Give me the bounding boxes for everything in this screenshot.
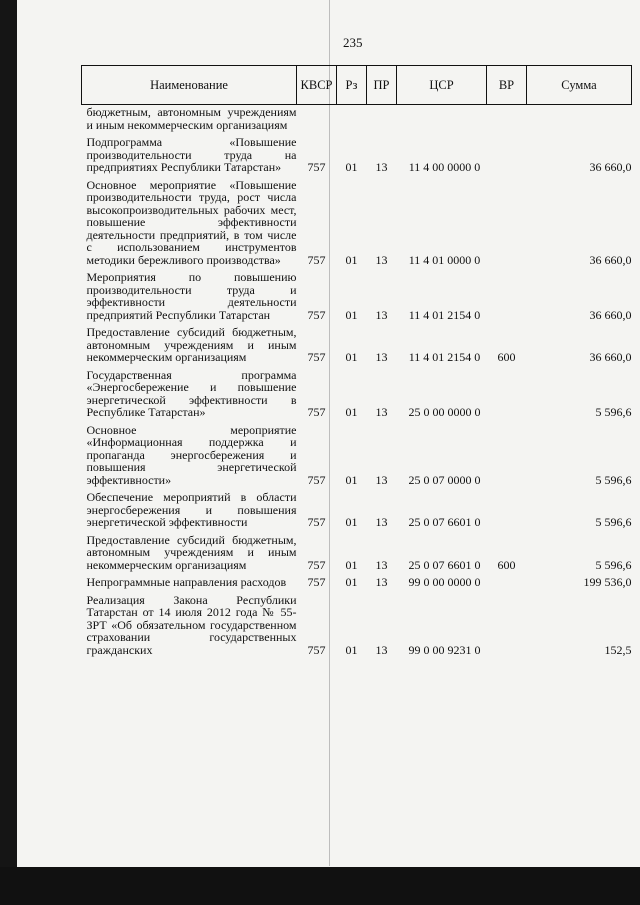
row-rz: 01 <box>345 350 358 364</box>
row-name: Подпрограмма «Повышение производительности труда на предприятиях Республики Татарстан» <box>86 135 297 174</box>
table-row <box>82 575 632 593</box>
row-rz: 01 <box>345 307 358 322</box>
row-vr: 600 <box>497 350 516 364</box>
row-kvsr <box>297 105 337 136</box>
row-vr <box>487 368 527 423</box>
row-vr: 600 <box>497 557 516 572</box>
row-vr <box>487 423 527 491</box>
row-pr: 13 <box>375 350 388 364</box>
row-name: Предоставление субсидий бюджетным, автономным учреждениям и иным некоммерческим организациям <box>86 532 297 572</box>
budget-table <box>81 65 632 660</box>
row-kvsr: 757 <box>307 252 326 267</box>
row-sum: 36 660,0 <box>589 307 632 322</box>
row-sum: 5 596,6 <box>595 472 632 487</box>
row-sum: 5 596,6 <box>595 557 632 572</box>
table-row <box>82 368 632 423</box>
row-name: Непрограммные направления расходов <box>86 575 287 589</box>
table-header-row <box>82 66 632 105</box>
row-sum: 152,5 <box>604 642 632 657</box>
table-row <box>82 533 632 576</box>
header-vr: ВР <box>487 66 527 105</box>
row-pr: 13 <box>375 160 388 174</box>
header-rz: Рз <box>337 66 367 105</box>
row-vr <box>487 490 527 533</box>
row-rz: 01 <box>345 252 358 267</box>
row-rz: 01 <box>345 575 358 589</box>
scan-shadow-left <box>0 0 17 905</box>
row-vr <box>487 135 527 178</box>
row-name: Обеспечение мероприятий в области энергосбережения и повышения энергетической эффективности <box>86 490 297 529</box>
row-pr: 13 <box>375 557 388 572</box>
row-name: Основное мероприятие «Повышение производительности труда, рост числа высокопроизводительных рабочих мест, повышение эффективности деятельности предприятий, в том числе с использованием инструментов методики бережливого производства» <box>86 177 297 267</box>
row-kvsr: 757 <box>307 350 326 364</box>
row-rz: 01 <box>345 160 358 174</box>
row-csr: 25 0 07 6601 0 <box>408 557 481 572</box>
header-csr: ЦСР <box>397 66 487 105</box>
row-csr: 11 4 01 2154 0 <box>408 307 481 322</box>
table-row <box>82 423 632 491</box>
row-pr: 13 <box>375 307 388 322</box>
table-row <box>82 325 632 368</box>
row-name: Государственная программа «Энергосбережение и повышение энергетической эффективности в Республике Татарстан» <box>86 367 297 419</box>
row-kvsr: 757 <box>307 160 326 174</box>
row-pr: 13 <box>375 252 388 267</box>
table-row <box>82 593 632 661</box>
row-rz: 01 <box>345 642 358 657</box>
row-sum: 5 596,6 <box>595 515 632 529</box>
row-vr <box>487 593 527 661</box>
row-name: Реализация Закона Республики Татарстан от 14 июля 2012 года № 55-ЗРТ «Об обязательном государственном страховании государственных гражданских <box>86 592 297 657</box>
row-sum <box>527 105 632 136</box>
header-pr: ПР <box>367 66 397 105</box>
row-csr: 25 0 07 6601 0 <box>408 515 481 529</box>
row-pr: 13 <box>375 472 388 487</box>
header-name: Наименование <box>82 66 297 105</box>
row-pr: 13 <box>375 405 388 419</box>
row-sum: 199 536,0 <box>583 575 632 589</box>
row-sum: 36 660,0 <box>589 350 632 364</box>
table-row <box>82 490 632 533</box>
row-kvsr: 757 <box>307 557 326 572</box>
row-csr: 99 0 00 9231 0 <box>408 642 481 657</box>
row-pr: 13 <box>375 642 388 657</box>
header-sum: Сумма <box>527 66 632 105</box>
row-kvsr: 757 <box>307 307 326 322</box>
row-vr <box>487 270 527 325</box>
row-name: Мероприятия по повышению производительности труда и эффективности деятельности предприятий Республики Татарстан <box>86 270 297 322</box>
row-sum: 5 596,6 <box>595 405 632 419</box>
row-pr: 13 <box>375 515 388 529</box>
row-name: бюджетным, автономным учреждениям и иным некоммерческим организациям <box>86 105 297 132</box>
row-csr: 11 4 01 2154 0 <box>408 350 481 364</box>
row-kvsr: 757 <box>307 472 326 487</box>
row-csr: 11 4 00 0000 0 <box>408 160 481 174</box>
row-csr: 25 0 00 0000 0 <box>408 405 481 419</box>
table-row <box>82 135 632 178</box>
table-row <box>82 178 632 271</box>
row-csr: 99 0 00 0000 0 <box>408 575 481 589</box>
row-rz: 01 <box>345 557 358 572</box>
row-kvsr: 757 <box>307 575 326 589</box>
row-vr <box>487 105 527 136</box>
table-row <box>82 105 632 136</box>
row-rz: 01 <box>345 405 358 419</box>
table-row <box>82 270 632 325</box>
row-rz <box>337 105 367 136</box>
row-kvsr: 757 <box>307 642 326 657</box>
row-csr: 25 0 07 0000 0 <box>408 472 481 487</box>
row-csr: 11 4 01 0000 0 <box>408 252 481 267</box>
row-sum: 36 660,0 <box>589 252 632 267</box>
row-name: Основное мероприятие «Информационная поддержка и пропаганда энергосбережения и повышения энергетической эффективности» <box>86 422 297 487</box>
row-csr <box>397 105 487 136</box>
row-rz: 01 <box>345 515 358 529</box>
row-kvsr: 757 <box>307 405 326 419</box>
row-name: Предоставление субсидий бюджетным, автономным учреждениям и иным некоммерческим организациям <box>86 325 297 364</box>
row-vr <box>487 178 527 271</box>
row-vr <box>487 575 527 593</box>
row-rz: 01 <box>345 472 358 487</box>
row-pr <box>367 105 397 136</box>
page-number: 235 <box>343 35 363 50</box>
scan-shadow-bottom <box>0 867 640 905</box>
row-kvsr: 757 <box>307 515 326 529</box>
header-kvsr: КВСР <box>297 66 337 105</box>
row-pr: 13 <box>375 575 388 589</box>
row-sum: 36 660,0 <box>589 160 632 174</box>
